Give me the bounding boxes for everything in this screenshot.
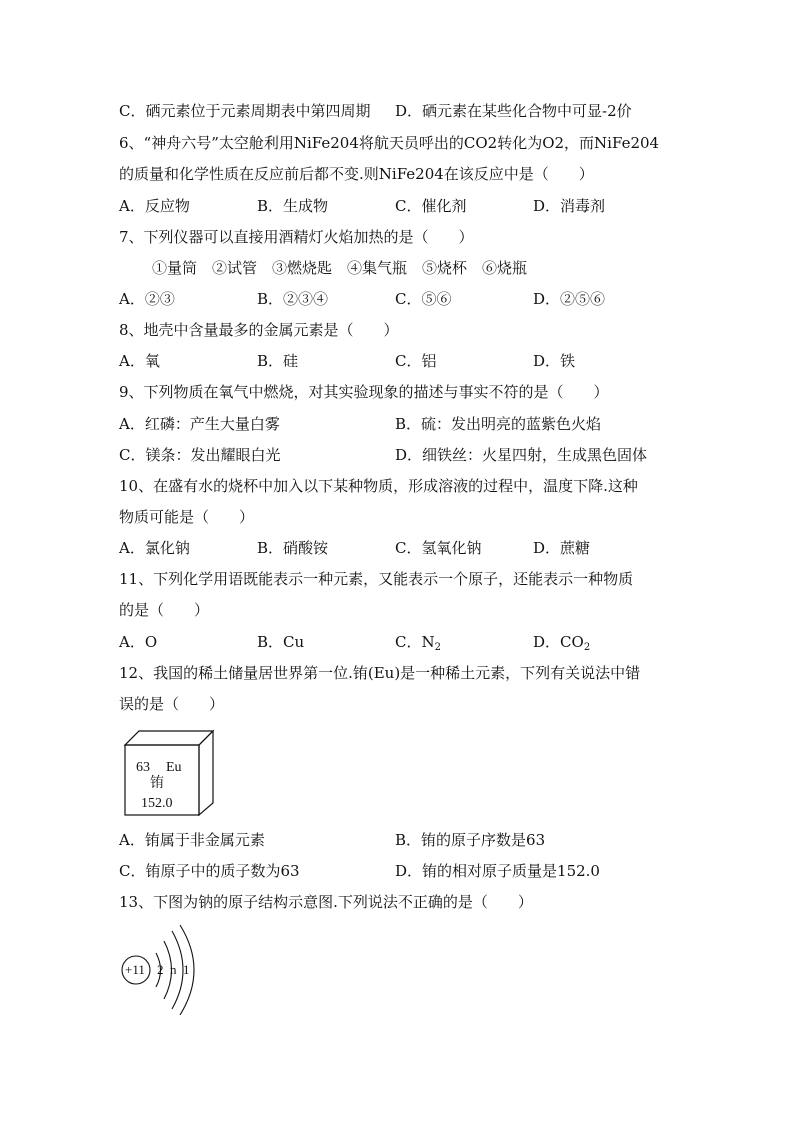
- q12-stem-line1: 12、我国的稀土储量居世界第一位.铕(Eu)是一种稀土元素，下列有关说法中错: [119, 664, 641, 682]
- q8-option-c: C．铝: [395, 352, 437, 370]
- q12-stem-line2: 误的是（ ）: [119, 695, 225, 713]
- q9-stem: 9、下列物质在氧气中燃烧，对其实验现象的描述与事实不符的是（ ）: [119, 383, 609, 401]
- q7-option-c: C．⑤⑥: [395, 290, 452, 308]
- q5-option-d: D．硒元素在某些化合物中可显-2价: [395, 102, 632, 120]
- q13-stem: 13、下图为钠的原子结构示意图.下列说法不正确的是（ ）: [119, 893, 533, 911]
- element-name: 铕: [150, 776, 164, 791]
- q9-option-c: C．镁条：发出耀眼白光: [119, 446, 281, 464]
- q8-option-d: D．铁: [533, 352, 576, 370]
- q10-stem-line1: 10、在盛有水的烧杯中加入以下某种物质，形成溶液的过程中，温度下降.这种: [119, 477, 638, 495]
- element-symbol: Eu: [166, 760, 182, 775]
- q6-option-a: A．反应物: [119, 197, 190, 215]
- q10-option-b: B．硝酸铵: [257, 539, 329, 557]
- atom-shell-2: n: [170, 962, 177, 977]
- q7-stem: 7、下列仪器可以直接用酒精灯火焰加热的是（ ）: [119, 228, 474, 246]
- q7-option-d: D．②⑤⑥: [533, 290, 606, 308]
- q10-stem-line2: 物质可能是（ ）: [119, 508, 255, 526]
- q7-option-b: B．②③④: [257, 290, 329, 308]
- q8-option-b: B．硅: [257, 352, 299, 370]
- q6-option-c: C．催化剂: [395, 197, 467, 215]
- q10-option-d: D．蔗糖: [533, 539, 591, 557]
- atom-shell-3: 1: [183, 962, 190, 977]
- q11-option-d-text: D．CO: [533, 633, 584, 651]
- q11-option-d-subscript: 2: [583, 642, 591, 653]
- element-atomic-number: 63: [136, 760, 150, 775]
- q9-option-a: A．红磷：产生大量白雾: [119, 415, 280, 433]
- atom-nucleus-charge: +11: [125, 962, 145, 977]
- q10-option-a: A．氯化钠: [119, 539, 190, 557]
- q10-option-c: C．氢氧化钠: [395, 539, 482, 557]
- element-card-eu: [120, 727, 216, 817]
- q11-option-c: [395, 631, 441, 659]
- q6-option-b: B．生成物: [257, 197, 329, 215]
- sodium-atom-diagram: [118, 923, 208, 1015]
- q8-option-a: A．氧: [119, 352, 160, 370]
- q12-option-d: D．铕的相对原子质量是152.0: [395, 862, 600, 880]
- element-atomic-mass: 152.0: [141, 796, 173, 811]
- q7-items: ①量筒 ②试管 ③燃烧匙 ④集气瓶 ⑤烧杯 ⑥烧瓶: [152, 259, 528, 277]
- q12-option-a: A．铕属于非金属元素: [119, 831, 265, 849]
- q12-option-b: B．铕的原子序数是63: [395, 831, 546, 849]
- q6-stem-line2: 的质量和化学性质在反应前后都不变.则NiFe204在该反应中是（ ）: [119, 165, 594, 183]
- q11-option-c-subscript: 2: [434, 642, 441, 653]
- q8-stem: 8、地壳中含量最多的金属元素是（ ）: [119, 321, 399, 339]
- q12-option-c: C．铕原子中的质子数为63: [119, 862, 300, 880]
- q11-option-a: A．O: [119, 633, 158, 651]
- q11-option-d: [533, 631, 590, 659]
- q11-option-c-text: C．N: [395, 633, 435, 651]
- q11-option-b: B．Cu: [257, 633, 305, 651]
- q9-option-d: D．细铁丝：火星四射，生成黑色固体: [395, 446, 648, 464]
- q6-stem-line1: 6、“神舟六号”太空舱利用NiFe204将航天员呼出的CO2转化为O2，而NiFe204: [119, 134, 660, 152]
- q7-option-a: A．②③: [119, 290, 175, 308]
- q6-option-d: D．消毒剂: [533, 197, 606, 215]
- q11-stem-line2: 的是（ ）: [119, 601, 210, 619]
- q11-stem-line1: 11、下列化学用语既能表示一种元素，又能表示一个原子，还能表示一种物质: [119, 570, 634, 588]
- q5-option-c: C．硒元素位于元素周期表中第四周期: [119, 102, 371, 120]
- atom-shell-1: 2: [157, 962, 164, 977]
- q9-option-b: B．硫：发出明亮的蓝紫色火焰: [395, 415, 602, 433]
